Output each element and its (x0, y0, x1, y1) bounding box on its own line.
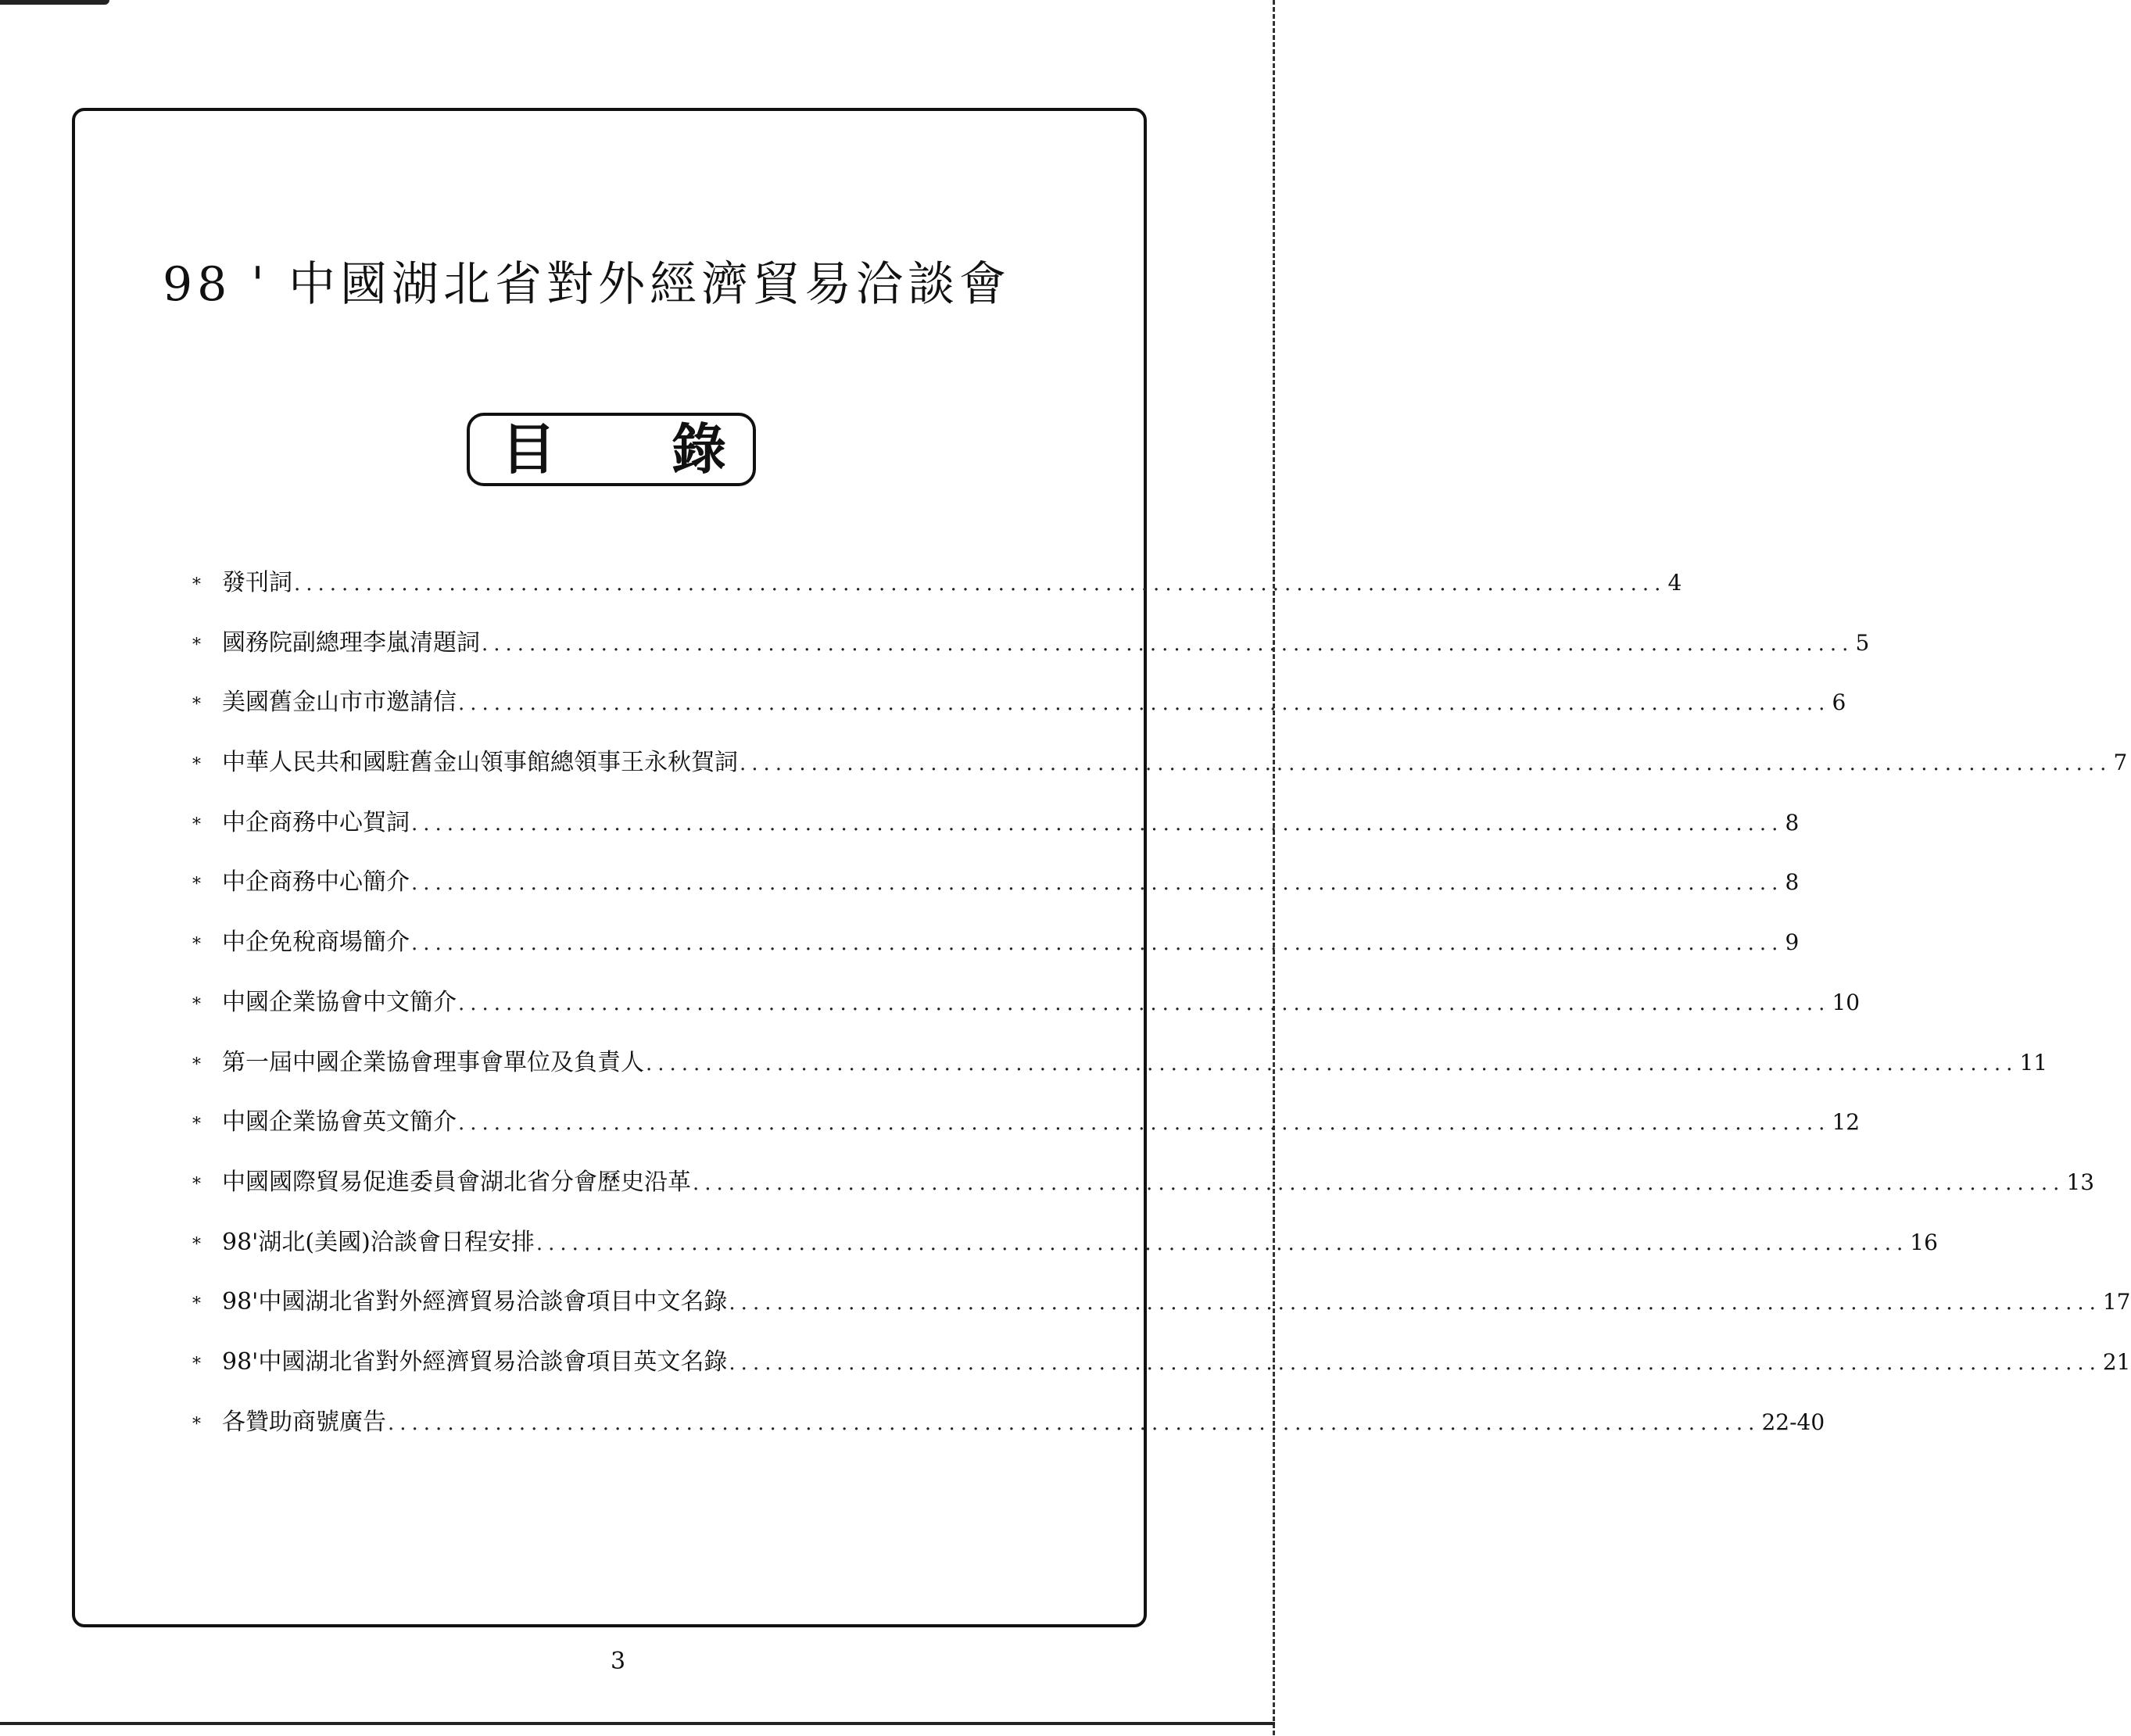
toc-leader-dots: ................................................................................................................... (729, 1351, 2101, 1375)
toc-bullet: * (192, 1054, 201, 1075)
scan-edge-top (0, 0, 109, 5)
toc-leader-dots: ................................................................................................................... (458, 692, 1831, 716)
toc-leader-dots: ................................................................................................................... (388, 1411, 1760, 1435)
toc-leader-dots: ................................................................................................................... (646, 1051, 2018, 1076)
toc-item[interactable] (192, 1222, 1938, 1283)
toc-entry-label: 發刊詞 (222, 569, 292, 596)
toc-item[interactable] (192, 1402, 1825, 1462)
toc-bullet: * (192, 1354, 201, 1374)
toc-entry-label: 國務院副總理李嵐清題詞 (222, 628, 480, 657)
toc-leader-dots: ................................................................................................................... (740, 752, 2112, 776)
toc-bullet: * (192, 935, 201, 955)
toc-bullet: * (192, 635, 201, 655)
toc-item[interactable] (192, 623, 1870, 683)
toc-page-number: 12 (1832, 1109, 1861, 1136)
toc-leader-dots: ................................................................................................................... (693, 1171, 2065, 1195)
toc-entry-label: 中國國際貿易促進委員會湖北省分會歷史沿革 (222, 1168, 691, 1196)
toc-item[interactable] (192, 1043, 2048, 1103)
toc-bullet: * (192, 1234, 201, 1255)
toc-leader-dots: ................................................................................................................... (294, 572, 1667, 596)
toc-bullet: * (192, 1174, 201, 1194)
toc-page-number: 11 (2019, 1049, 2048, 1076)
toc-heading-left: 目 (501, 417, 556, 481)
toc-entry-label: 美國舊金山市市邀請信 (222, 689, 457, 717)
toc-page-number: 10 (1832, 989, 1861, 1015)
toc-page-number: 22-40 (1761, 1408, 1825, 1435)
toc-page-number: 7 (2113, 750, 2128, 776)
toc-item[interactable] (192, 1102, 1861, 1162)
toc-bullet: * (192, 755, 201, 775)
toc-bullet: * (192, 695, 201, 715)
toc-item[interactable] (192, 1342, 2131, 1402)
toc-entry-label: 中國企業協會英文簡介 (222, 1108, 457, 1136)
toc-page-number: 5 (1855, 629, 1870, 656)
toc-entry-label: 98'中國湖北省對外經濟貿易洽談會項目英文名錄 (222, 1348, 728, 1376)
toc-leader-dots: ................................................................................................................... (411, 872, 1784, 896)
toc-page-number: 6 (1832, 689, 1846, 716)
scan-edge-right (1273, 0, 1275, 1736)
toc-entry-label: 中企商務中心賀詞 (222, 808, 410, 836)
toc-page-number: 8 (1785, 809, 1800, 836)
toc-item[interactable] (192, 803, 1800, 863)
toc-page-number: 17 (2102, 1289, 2131, 1315)
toc-item[interactable] (192, 743, 2128, 803)
toc-bullet: * (192, 1294, 201, 1315)
toc-heading-box (467, 413, 756, 486)
toc-page-number: 8 (1785, 869, 1800, 896)
toc-item[interactable] (192, 682, 1846, 743)
toc-leader-dots: ................................................................................................................... (729, 1291, 2101, 1315)
toc-page-number: 16 (1910, 1229, 1938, 1255)
scan-edge-bottom (0, 1722, 1275, 1725)
toc-list (192, 563, 2131, 1462)
toc-leader-dots: ................................................................................................................... (411, 932, 1784, 956)
toc-page-number: 13 (2066, 1169, 2095, 1195)
toc-heading-right: 錄 (672, 417, 726, 481)
toc-leader-dots: ................................................................................................................... (458, 991, 1831, 1015)
toc-entry-label: 98'中國湖北省對外經濟貿易洽談會項目中文名錄 (222, 1288, 728, 1316)
toc-bullet: * (192, 814, 201, 835)
document-title: 98 ' 中國湖北省對外經濟貿易洽談會 (163, 257, 1011, 312)
toc-entry-label: 第一屆中國企業協會理事會單位及負責人 (222, 1048, 644, 1076)
toc-item[interactable] (192, 563, 1682, 623)
toc-entry-label: 中企商務中心簡介 (222, 868, 410, 897)
page-number: 3 (610, 1648, 626, 1675)
toc-bullet: * (192, 575, 201, 595)
toc-bullet: * (192, 1115, 201, 1135)
toc-entry-label: 中國企業協會中文簡介 (222, 988, 457, 1016)
toc-bullet: * (192, 1414, 201, 1434)
toc-item[interactable] (192, 922, 1800, 983)
toc-item[interactable] (192, 1282, 2131, 1342)
toc-page-number: 9 (1785, 929, 1800, 956)
toc-leader-dots: ................................................................................................................... (458, 1111, 1831, 1136)
toc-page-number: 4 (1667, 570, 1682, 596)
toc-entry-label: 中華人民共和國駐舊金山領事館總領事王永秋賀詞 (222, 749, 738, 777)
toc-item[interactable] (192, 862, 1800, 922)
toc-entry-label: 98'湖北(美國)洽談會日程安排 (222, 1228, 535, 1256)
toc-bullet: * (192, 875, 201, 895)
toc-leader-dots: ................................................................................................................... (535, 1231, 1909, 1255)
toc-entry-label: 中企免稅商場簡介 (222, 929, 410, 957)
toc-entry-label: 各贊助商號廣告 (222, 1408, 386, 1436)
toc-bullet: * (192, 994, 201, 1015)
toc-item[interactable] (192, 1162, 2095, 1222)
toc-item[interactable] (192, 983, 1861, 1043)
toc-leader-dots: ................................................................................................................... (411, 811, 1784, 836)
toc-page-number: 21 (2102, 1348, 2131, 1375)
toc-leader-dots: ................................................................................................................... (482, 632, 1854, 656)
